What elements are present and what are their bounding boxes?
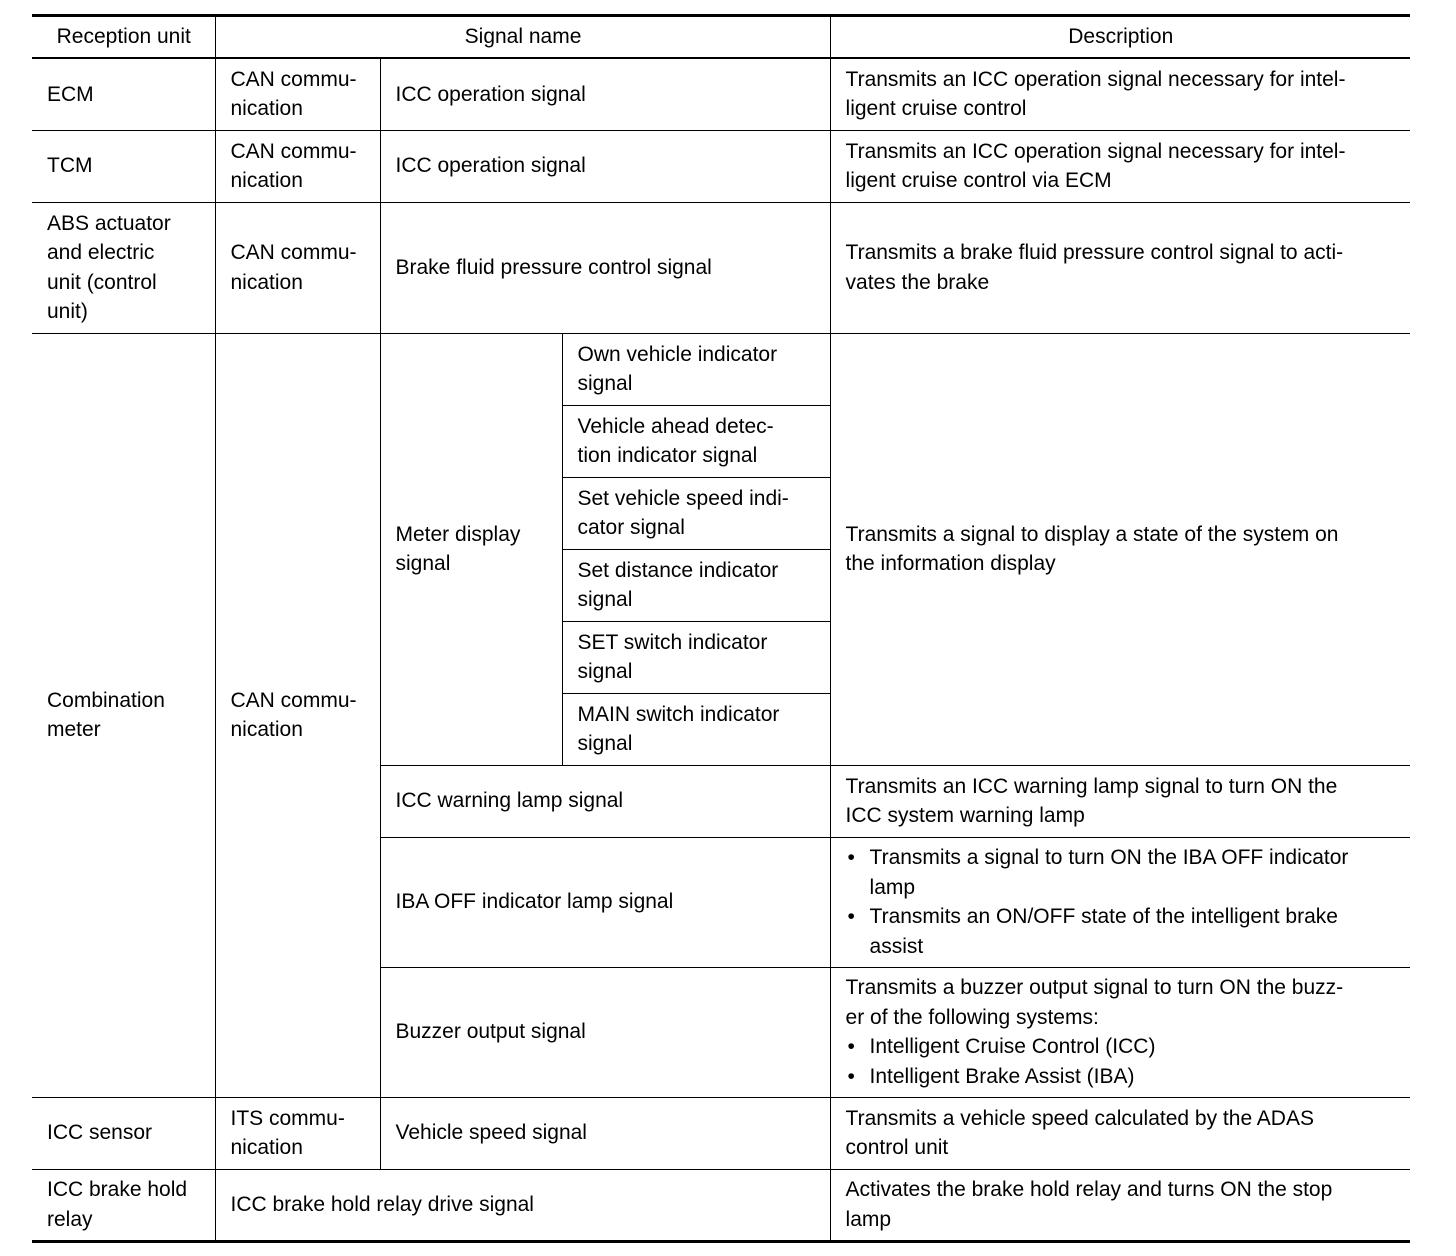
description-text: Transmits an ICC operation signal necessary for intel- ligent cruise control via ECM [845,139,1346,192]
communication-text: CAN commu- nication [230,688,357,741]
description-intro-text: Transmits a buzzer output signal to turn ON the buzz- er of the following systems: [845,976,1344,1029]
sub-signal-cell [562,477,830,549]
bullet-text: Intelligent Brake Assist (IBA) [869,1064,1135,1088]
description-text: Transmits a vehicle speed calculated by the ADAS control unit [845,1106,1314,1159]
sub-signal-text: SET switch indicator signal [577,630,768,683]
signal-text: ICC warning lamp signal [395,789,624,813]
reception-unit-text: ICC sensor [47,1121,153,1145]
signal-text: ICC operation signal [395,154,586,178]
communication-cell [215,202,380,333]
signal-cell [380,967,830,1097]
bullet-glyph: • [847,905,855,928]
header-reception-unit: Reception unit [56,25,191,49]
list-item [846,843,1397,902]
sub-signal-text: MAIN switch indicator signal [577,702,780,755]
reception-unit-text: ECM [47,82,94,106]
reception-unit-text: TCM [47,154,93,178]
sub-signal-text: Set distance indicator signal [577,558,779,611]
description-cell [830,837,1410,967]
sub-signal-cell [562,333,830,405]
description-bullet-list [846,1032,1397,1091]
bullet-glyph: • [847,1035,855,1058]
signal-cell [380,837,830,967]
signal-cell [380,202,830,333]
communication-text: ITS commu- nication [230,1106,345,1159]
communication-cell [215,333,380,1097]
table-row-brake-hold-relay [32,1169,1410,1241]
description-cell [830,130,1410,202]
signal-text: Vehicle speed signal [395,1121,587,1145]
communication-cell [215,58,380,130]
reception-unit-text: ICC brake hold relay [47,1178,188,1231]
communication-text: CAN commu- nication [230,139,357,192]
description-cell [830,1097,1410,1169]
sub-signal-cell [562,549,830,621]
bullet-text: Transmits a signal to turn ON the IBA OFF indicator lamp [869,846,1349,899]
signal-text: Buzzer output signal [395,1020,586,1044]
sub-signal-cell [562,405,830,477]
description-text: Transmits an ICC operation signal necessary for intel- ligent cruise control [845,67,1346,121]
table-row-combination-meter [32,333,1410,405]
description-text: Transmits an ICC warning lamp signal to turn ON the ICC system warning lamp [845,774,1338,827]
communication-text: CAN commu- nication [230,67,357,121]
signal-cell [380,130,830,202]
list-item [846,902,1397,961]
list-item [846,1062,1397,1092]
sub-signal-cell [562,693,830,765]
description-cell [830,765,1410,837]
reception-unit-cell [32,1097,215,1169]
table-row-ecm [32,58,1410,130]
table-row-icc-sensor [32,1097,1410,1169]
signal-cell [380,58,830,130]
description-bullet-list [846,843,1397,961]
signal-text: IBA OFF indicator lamp signal [395,890,674,914]
meter-display-signal-cell [380,333,562,765]
communication-cell [215,1097,380,1169]
table-row-tcm [32,130,1410,202]
communication-text: CAN commu- nication [230,241,357,294]
sub-signal-text: Own vehicle indicator signal [577,342,778,395]
header-description: Description [830,16,1410,59]
reception-unit-text: ABS actuator and electric unit (control unit) [47,211,171,323]
reception-unit-text: Combination meter [47,688,165,741]
bullet-glyph: • [847,1064,855,1088]
signal-cell [215,1169,830,1241]
description-cell [830,967,1410,1097]
description-cell [830,58,1410,130]
signal-cell [380,1097,830,1169]
reception-unit-cell [32,130,215,202]
signal-table [32,14,1410,1243]
sub-signal-text: Set vehicle speed indi- cator signal [577,486,789,539]
reception-unit-cell [32,202,215,333]
reception-unit-cell [32,58,215,130]
meter-display-description-cell [830,333,1410,765]
communication-cell [215,130,380,202]
reception-unit-cell [32,333,215,1097]
meter-display-signal-text: Meter display signal [395,522,521,575]
signal-cell [380,765,830,837]
table-row-abs [32,202,1410,333]
header-row [32,16,1410,59]
signal-text: Brake fluid pressure control signal [395,255,712,279]
list-item [846,1032,1397,1062]
header-signal-name: Signal name [215,16,830,59]
bullet-text: Intelligent Cruise Control (ICC) [869,1035,1156,1058]
description-cell [830,202,1410,333]
description-text: Transmits a brake fluid pressure control signal to acti- vates the brake [845,241,1344,294]
signal-text: ICC operation signal [395,82,586,106]
reception-unit-cell [32,1169,215,1241]
bullet-text: Transmits an ON/OFF state of the intelligent brake assist [869,905,1338,958]
signal-text: ICC brake hold relay drive signal [230,1192,534,1216]
sub-signal-cell [562,621,830,693]
description-text: Transmits a signal to display a state of the system on the information display [845,522,1339,575]
description-cell [830,1169,1410,1241]
sub-signal-text: Vehicle ahead detec- tion indicator signal [577,414,774,467]
bullet-glyph: • [847,846,855,869]
description-text: Activates the brake hold relay and turns ON the stop lamp [845,1178,1333,1231]
